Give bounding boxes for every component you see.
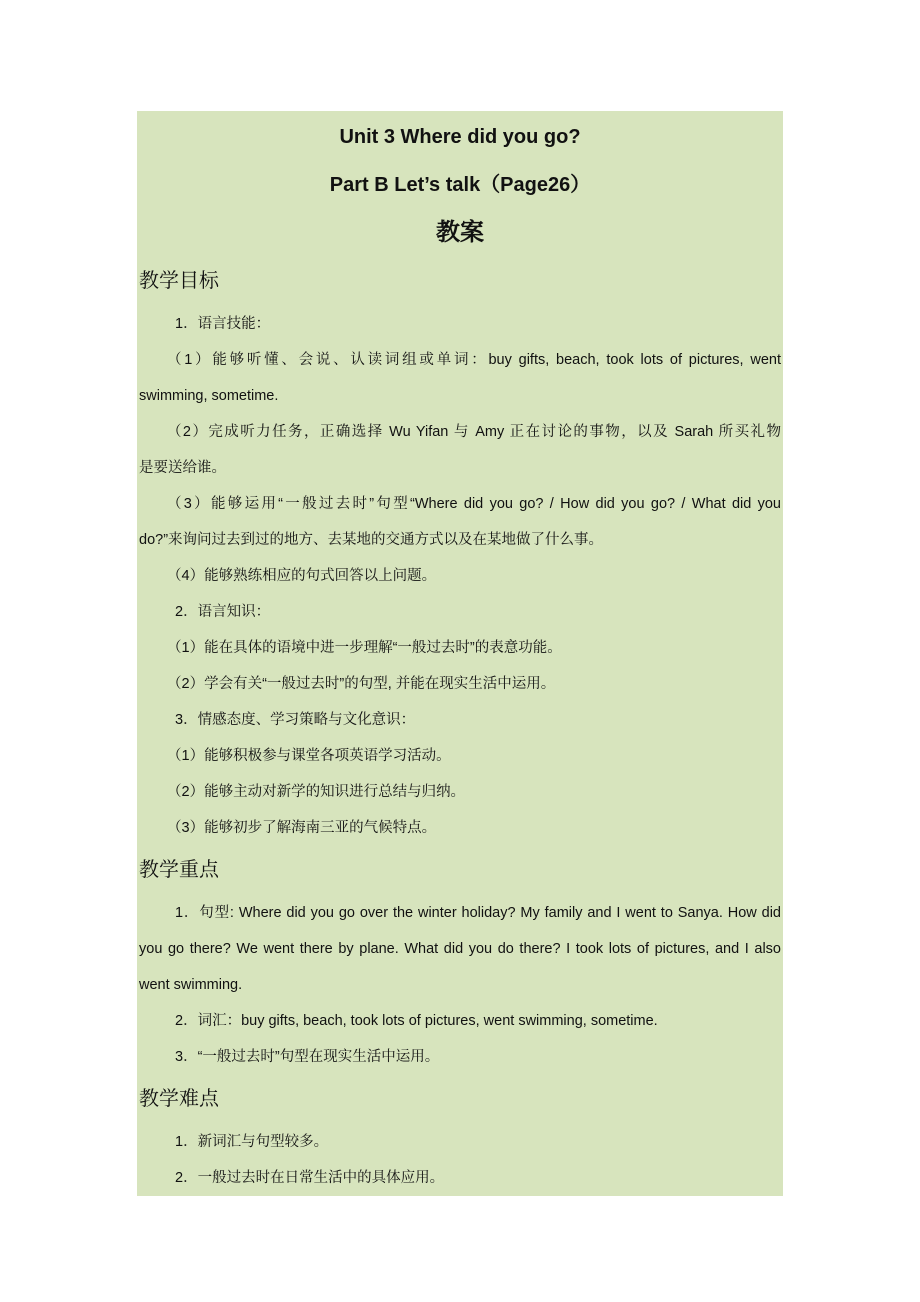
goal-line: （2）能够主动对新学的知识进行总结与归纳。: [167, 784, 466, 800]
goal-line: do?”来询问过去到过的地方、去某地的交通方式以及在某地做了什么事。: [139, 532, 604, 548]
key-point-line: went swimming.: [139, 977, 243, 993]
goal-line: 2．语言知识：: [175, 604, 271, 620]
goal-line: （4）能够熟练相应的句式回答以上问题。: [167, 568, 437, 584]
goal-line: 3．情感态度、学习策略与文化意识：: [175, 712, 416, 728]
goal-line: （2）完成听力任务，正确选择 Wu Yifan 与 Amy 正在讨论的事物，以及 Sarah 所买礼物: [167, 424, 781, 440]
goal-line: （3）能够初步了解海南三亚的气候特点。: [167, 820, 437, 836]
title-part: Part B Let’s talk（Page26）: [329, 174, 591, 196]
heading-difficulties: 教学难点: [139, 1088, 219, 1110]
goal-line: 是要送给谁。: [139, 460, 226, 476]
heading-key-points: 教学重点: [139, 859, 219, 881]
goal-line: （1）能够听懂、会说、认读词组或单词：buy gifts, beach, took lots of pictures, went: [167, 352, 781, 368]
title-lesson-plan: 教案: [436, 219, 484, 246]
goal-line: （2）学会有关“一般过去时”的句型, 并能在现实生活中运用。: [167, 676, 556, 692]
difficulty-line: 1．新词汇与句型较多。: [175, 1134, 329, 1150]
goal-line: swimming, sometime.: [139, 388, 279, 404]
key-point-line: you go there? We went there by plane. What did you do there? I took lots of pictures, and I also: [139, 941, 781, 957]
key-point-line: 1．句型: Where did you go over the winter holiday? My family and I went to Sanya. How did: [175, 905, 781, 921]
key-point-line: 2．词汇：buy gifts, beach, took lots of pictures, went swimming, sometime.: [175, 1013, 658, 1029]
goal-line: 1．语言技能：: [175, 316, 271, 332]
document-content: [137, 113, 783, 1196]
goal-line: （1）能够积极参与课堂各项英语学习活动。: [167, 748, 451, 764]
key-point-line: 3．“一般过去时”句型在现实生活中运用。: [175, 1049, 440, 1065]
title-unit: Unit 3 Where did you go?: [339, 126, 581, 148]
difficulty-line: 2．一般过去时在日常生活中的具体应用。: [175, 1170, 445, 1186]
goal-line: （3）能够运用“一般过去时”句型“Where did you go? / How did you go? / What did you: [167, 496, 781, 512]
heading-goals: 教学目标: [139, 270, 219, 292]
goal-line: （1）能在具体的语境中进一步理解“一般过去时”的表意功能。: [167, 640, 562, 656]
